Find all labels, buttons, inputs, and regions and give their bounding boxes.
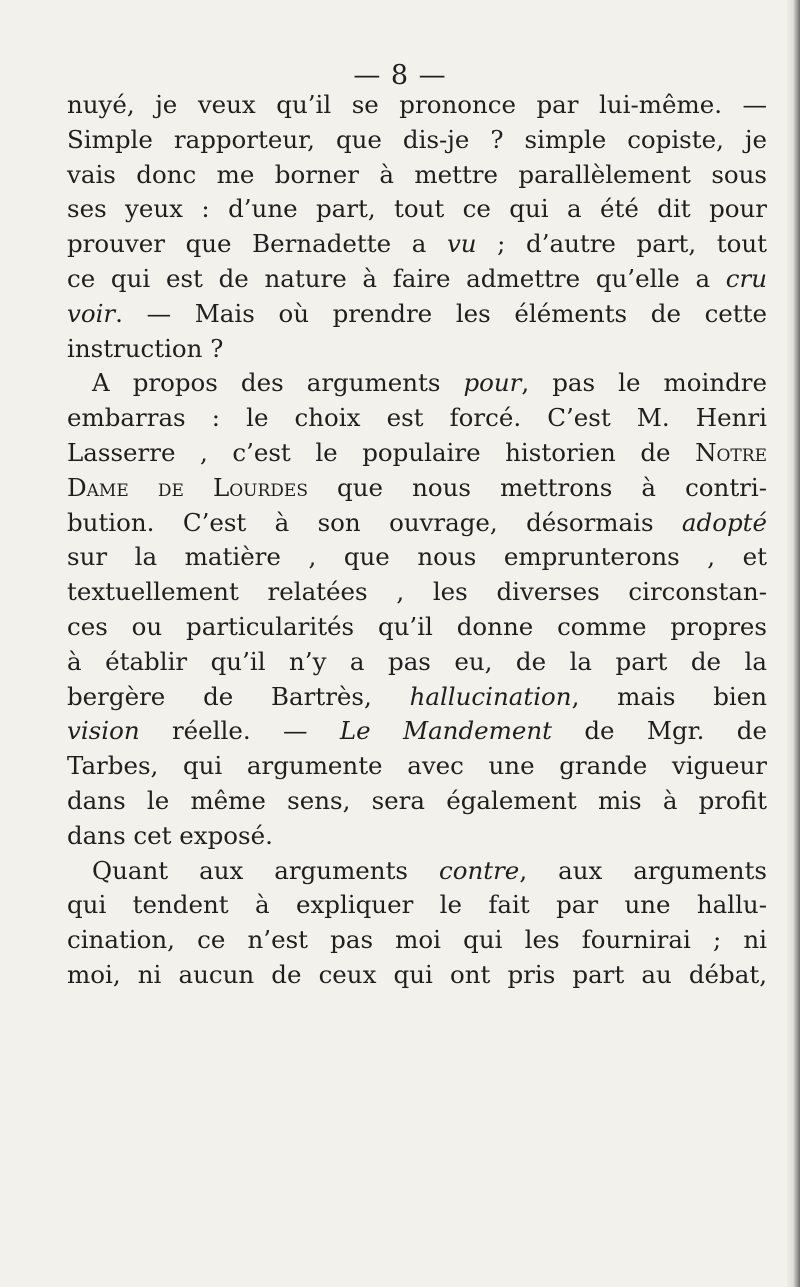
- text-line: [67, 958, 767, 993]
- text-line: [67, 262, 767, 297]
- text-segment: prouver que Bernadette a: [67, 229, 447, 259]
- text-segment: vais donc me borner à mettre parallèlement sous: [67, 159, 767, 189]
- text-segment: dans cet exposé.: [67, 820, 273, 850]
- text-line: [67, 227, 767, 262]
- text-segment: réelle. —: [139, 716, 340, 746]
- text-segment: , mais bien: [571, 681, 767, 711]
- text-segment: cination, ce n’est pas moi qui les fournirai ; ni: [67, 925, 767, 955]
- text-segment: sur la matière , que nous emprunterons , et: [67, 542, 767, 572]
- text-segment: moi, ni aucun de ceux qui ont pris part au débat,: [67, 959, 767, 989]
- italic-text: Le Mandement: [339, 716, 552, 746]
- italic-text: hallucination: [409, 681, 572, 711]
- text-line: [67, 819, 767, 854]
- text-line: [67, 436, 767, 471]
- text-line: [67, 332, 767, 367]
- text-segment: ; d’autre part, tout: [476, 229, 767, 259]
- text-line: [67, 645, 767, 680]
- text-segment: qui tendent à expliquer le fait par une hallu-: [67, 890, 767, 920]
- italic-text: vu: [446, 229, 477, 259]
- text-segment: de Mgr. de: [552, 716, 767, 746]
- text-segment: à établir qu’il n’y a pas eu, de la part de la: [67, 646, 767, 676]
- text-segment: Quant aux arguments: [92, 855, 439, 885]
- text-line: [67, 366, 767, 401]
- text-segment: instruction ?: [67, 333, 224, 363]
- page-number: — 8 —: [353, 60, 447, 91]
- text-line: [67, 401, 767, 436]
- text-segment: textuellement relatées , les diverses circonstan-: [67, 577, 767, 607]
- text-line: [67, 575, 767, 610]
- italic-text: adopté: [681, 507, 767, 537]
- italic-text: cru: [725, 263, 767, 293]
- text-line: [67, 749, 767, 784]
- text-segment: , pas le moindre: [521, 368, 767, 398]
- text-line: [67, 297, 767, 332]
- text-line: [67, 123, 767, 158]
- text-segment: dans le même sens, sera également mis à profit: [67, 785, 767, 815]
- italic-text: contre: [439, 855, 520, 885]
- text-line: [67, 506, 767, 541]
- text-segment: ces ou particularités qu’il donne comme propres: [67, 611, 767, 641]
- text-segment: ce qui est de nature à faire admettre qu’elle a: [67, 263, 726, 293]
- text-line: [67, 784, 767, 819]
- page-edge-shadow: [786, 0, 800, 1287]
- text-line: [67, 714, 767, 749]
- text-segment: embarras : le choix est forcé. C’est M. Henri: [67, 403, 767, 433]
- italic-text: voir: [67, 298, 116, 328]
- text-segment: nuyé, je veux qu’il se prononce par lui-même. —: [67, 90, 767, 119]
- body-text: [67, 88, 767, 993]
- italic-text: vision: [67, 716, 140, 746]
- text-segment: . — Mais où prendre les éléments de cette: [115, 298, 767, 328]
- text-segment: A propos des arguments: [92, 368, 464, 398]
- text-segment: Lasserre , c’est le populaire historien de: [67, 437, 696, 467]
- text-segment: Tarbes, qui argumente avec une grande vigueur: [67, 751, 767, 781]
- small-caps-text: Dame de Lourdes: [67, 472, 308, 502]
- text-segment: bergère de Bartrès,: [67, 681, 410, 711]
- text-segment: bution. C’est à son ouvrage, désormais: [67, 507, 682, 537]
- text-segment: que nous mettrons à contri-: [307, 472, 767, 502]
- text-line: [67, 610, 767, 645]
- text-line: [67, 88, 767, 123]
- text-line: [67, 192, 767, 227]
- italic-text: pour: [463, 368, 522, 398]
- text-line: [67, 888, 767, 923]
- text-line: [67, 158, 767, 193]
- text-line: [67, 471, 767, 506]
- text-segment: , aux arguments: [519, 855, 768, 885]
- text-segment: Simple rapporteur, que dis-je ? simple copiste, je: [67, 124, 767, 154]
- text-line: [67, 540, 767, 575]
- text-line: [67, 680, 767, 715]
- small-caps-text: Notre: [695, 437, 767, 467]
- text-line: [67, 923, 767, 958]
- text-segment: ses yeux : d’une part, tout ce qui a été dit pour: [67, 194, 767, 224]
- text-line: [67, 854, 767, 889]
